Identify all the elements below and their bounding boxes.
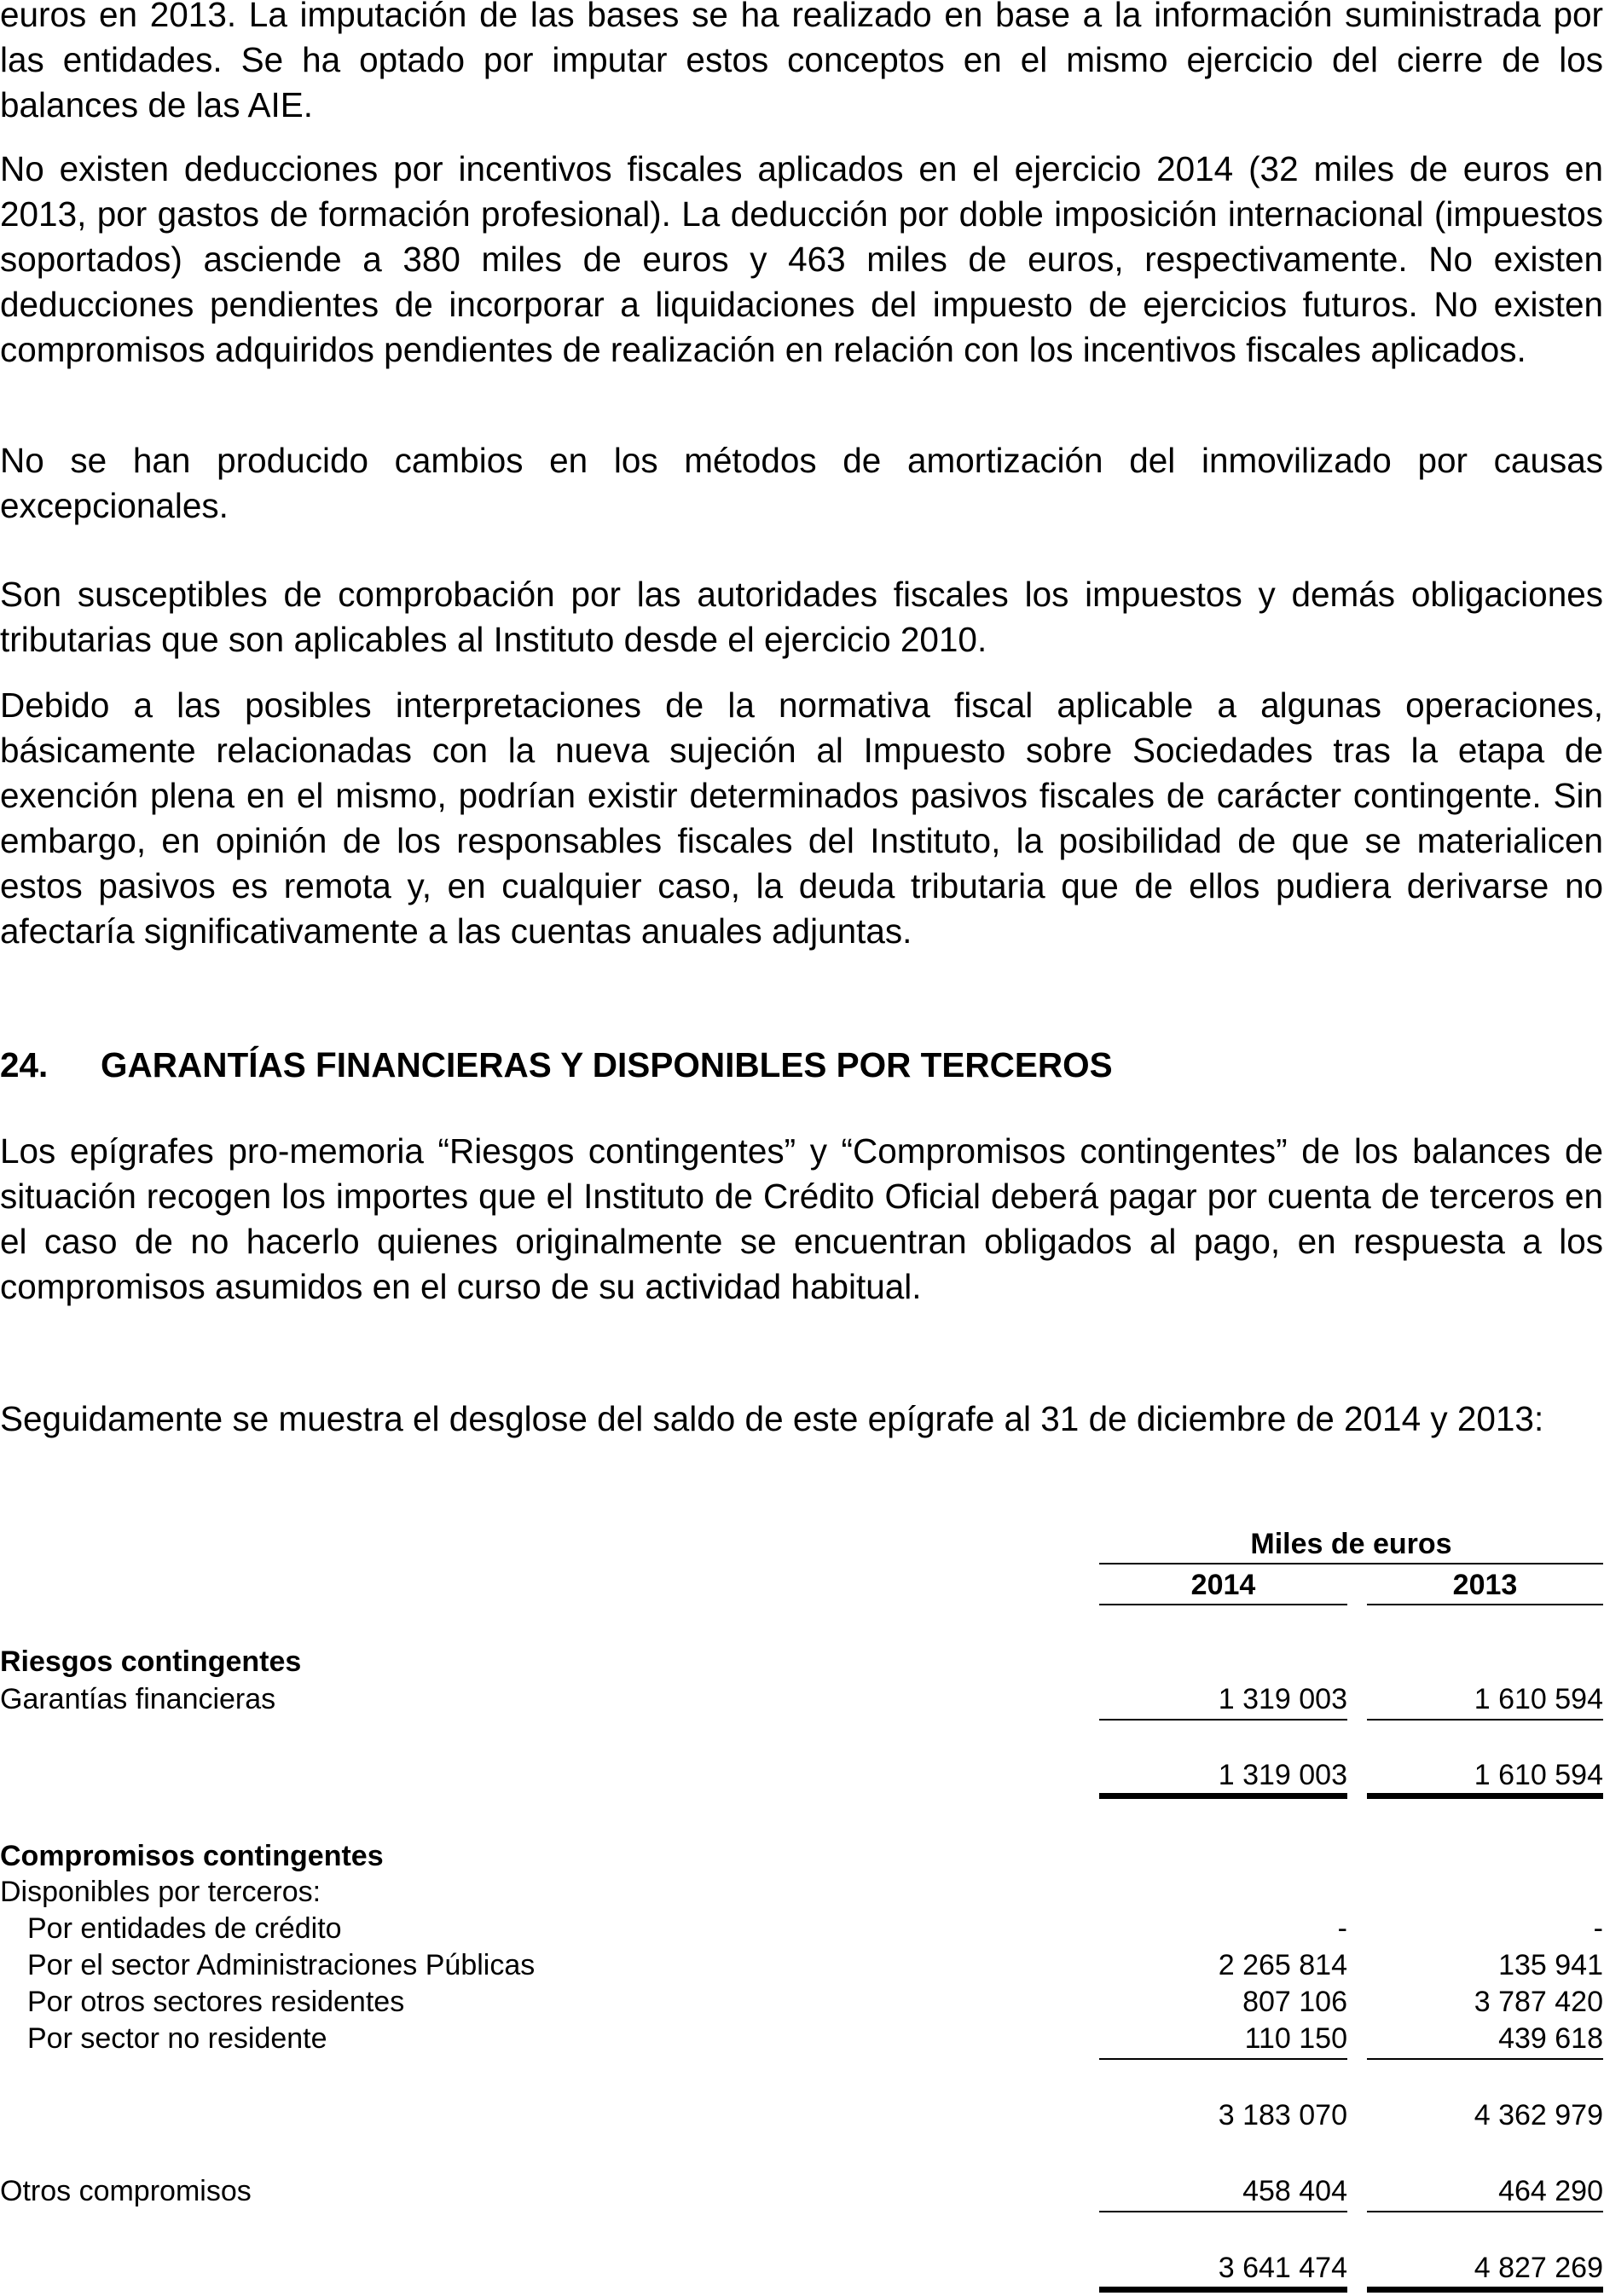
row-otros-residentes-label: Por otros sectores residentes [27,1986,405,2018]
otros-compromisos-2014: 458 404 [1242,2175,1347,2207]
disponibles-label: Disponibles por terceros: [0,1876,321,1908]
otros-compromisos-2013: 464 290 [1498,2175,1603,2207]
row-administraciones-2014: 2 265 814 [1218,1949,1347,1981]
compromisos-total-2014: 3 641 474 [1218,2252,1347,2284]
disponibles-subtotal-2014: 3 183 070 [1218,2099,1347,2131]
paragraph-aie-imputation: euros en 2013. La imputación de las bases se ha realizado en base a la información suministrada por las entidades. Se ha optado por imputar estos conceptos en el mismo ejercicio del cierre de los balances de las AIE. [0,0,1603,124]
riesgos-title: Riesgos contingentes [0,1645,302,1678]
column-rule-2013 [1367,1604,1603,1605]
unit-header: Miles de euros [1250,1528,1452,1560]
riesgos-rule-2013 [1367,1719,1603,1721]
garantias-2014: 1 319 003 [1218,1683,1347,1715]
column-rule-2014 [1099,1604,1347,1605]
otros-compromisos-label: Otros compromisos [0,2175,252,2207]
riesgos-total-2013: 1 610 594 [1474,1759,1603,1791]
disponibles-rule-2014 [1099,2058,1347,2060]
row-otros-residentes-2013: 3 787 420 [1474,1986,1603,2018]
garantias-label: Garantías financieras [0,1683,276,1715]
paragraph-comprobacion: Son susceptibles de comprobación por las autoridades fiscales los impuestos y demás obligaciones tributarias que son aplicables al Instituto desde el ejercicio 2010. [0,575,1603,659]
section-heading [0,1043,1113,1088]
row-entidades-credito-2014: - [1337,1912,1347,1945]
disponibles-subtotal-2013: 4 362 979 [1474,2099,1603,2131]
unit-header-rule [1099,1563,1603,1564]
row-otros-residentes-2014: 807 106 [1242,1986,1347,2018]
paragraph-epigrafes: Los epígrafes pro-memoria “Riesgos contingentes” y “Compromisos contingentes” de los balances de situación recogen los importes que el Instituto de Crédito Oficial deberá pagar por cuenta de terceros en el caso de no hacerlo quienes originalmente se encuentran obligados al pago, en respuesta a los compromisos asumidos en el curso de su actividad habitual. [0,1131,1603,1306]
column-header-2014: 2014 [1190,1569,1256,1601]
compromisos-total-rule-2014 [1099,2287,1347,2293]
otros-rule-2014 [1099,2211,1347,2212]
riesgos-total-2014: 1 319 003 [1218,1759,1347,1791]
compromisos-total-2013: 4 827 269 [1474,2252,1603,2284]
riesgos-rule-2014 [1099,1719,1347,1721]
paragraph-amortizacion: No se han producido cambios en los métodos de amortización del inmovilizado por causas excepcionales. [0,441,1603,525]
paragraph-deducciones: No existen deducciones por incentivos fiscales aplicados en el ejercicio 2014 (32 miles de euros en 2013, por gastos de formación profesional). La deducción por doble imposición internacional (impuestos soportados) asciende a 380 miles de euros y 463 miles de euros, respectivamente. No existen deducciones pendientes de incorporar a liquidaciones del impuesto de ejercicios futuros. No existen compromisos adquiridos pendientes de realización en relación con los incentivos fiscales aplicados. [0,149,1603,369]
riesgos-total-rule-2014 [1099,1793,1347,1799]
paragraph-pasivos-contingentes: Debido a las posibles interpretaciones de la normativa fiscal aplicable a algunas operaciones, básicamente relacionadas con la nueva sujeción al Impuesto sobre Sociedades tras la etapa de exención plena en el mismo, podrían existir determinados pasivos fiscales de carácter contingente. Sin embargo, en opinión de los responsables fiscales del Instituto, la posibilidad de que se materialicen estos pasivos es remota y, en cualquier caso, la deuda tributaria que de ellos pudiera derivarse no afectaría significativamente a las cuentas anuales adjuntas. [0,685,1603,951]
garantias-2013: 1 610 594 [1474,1683,1603,1715]
riesgos-total-rule-2013 [1367,1793,1603,1799]
row-no-residente-label: Por sector no residente [27,2022,327,2055]
paragraph-desglose-intro: Seguidamente se muestra el desglose del saldo de este epígrafe al 31 de diciembre de 2014 y 2013: [0,1399,1544,1438]
row-no-residente-2014: 110 150 [1244,2022,1347,2055]
disponibles-rule-2013 [1367,2058,1603,2060]
row-no-residente-2013: 439 618 [1498,2022,1603,2055]
row-administraciones-label: Por el sector Administraciones Públicas [27,1949,536,1981]
section-title: GARANTÍAS FINANCIERAS Y DISPONIBLES POR TERCEROS [101,1045,1113,1084]
column-header-2013: 2013 [1452,1569,1518,1601]
row-administraciones-2013: 135 941 [1498,1949,1603,1981]
compromisos-total-rule-2013 [1367,2287,1603,2293]
compromisos-title: Compromisos contingentes [0,1840,384,1872]
row-entidades-credito-label: Por entidades de crédito [27,1912,342,1945]
row-entidades-credito-2013: - [1593,1912,1603,1945]
otros-rule-2013 [1367,2211,1603,2212]
section-number: 24. [0,1045,49,1084]
